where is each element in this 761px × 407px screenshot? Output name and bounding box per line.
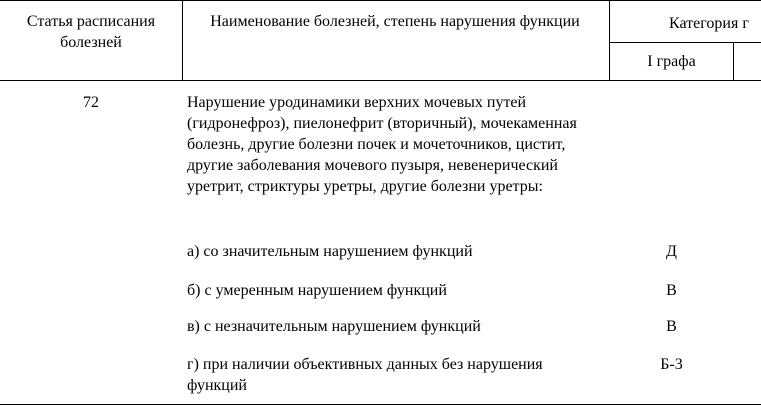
- subheader-column-1: I графа: [647, 53, 696, 70]
- list-item: б) с умеренным нарушением функций: [187, 282, 447, 299]
- header-disease-name: Наименование болезней, степень нарушения функции: [210, 13, 580, 30]
- table-bottom-border: [0, 404, 761, 405]
- subheader-divider: [609, 42, 761, 43]
- category-value: В: [666, 282, 677, 299]
- subcolumn-divider: [733, 42, 734, 81]
- header-category: Категория г: [669, 15, 749, 32]
- list-item: в) с незначительным нарушением функций: [187, 318, 481, 335]
- category-value: Б-3: [660, 356, 683, 373]
- table-top-border: [0, 0, 761, 1]
- column-divider-1: [182, 0, 183, 81]
- article-description: Нарушение уродинамики верхних мочевых путей (гидронефроз), пиелонефрит (вторичный), мочекаменная болезнь, другие болезни почек и мочеточников, цистит, другие заболевания мочевого пузыря, невенерический уретрит, стриктуры уретры, другие болезни уретры:: [187, 94, 577, 195]
- header-article: Статья расписания болезней: [26, 13, 156, 51]
- list-item: а) со значительным нарушением функций: [187, 243, 473, 260]
- article-number: 72: [83, 94, 99, 111]
- category-value: В: [666, 318, 677, 335]
- category-value: Д: [666, 243, 677, 260]
- header-bottom-border: [0, 80, 761, 81]
- list-item: г) при наличии объективных данных без нарушения функций: [187, 356, 543, 394]
